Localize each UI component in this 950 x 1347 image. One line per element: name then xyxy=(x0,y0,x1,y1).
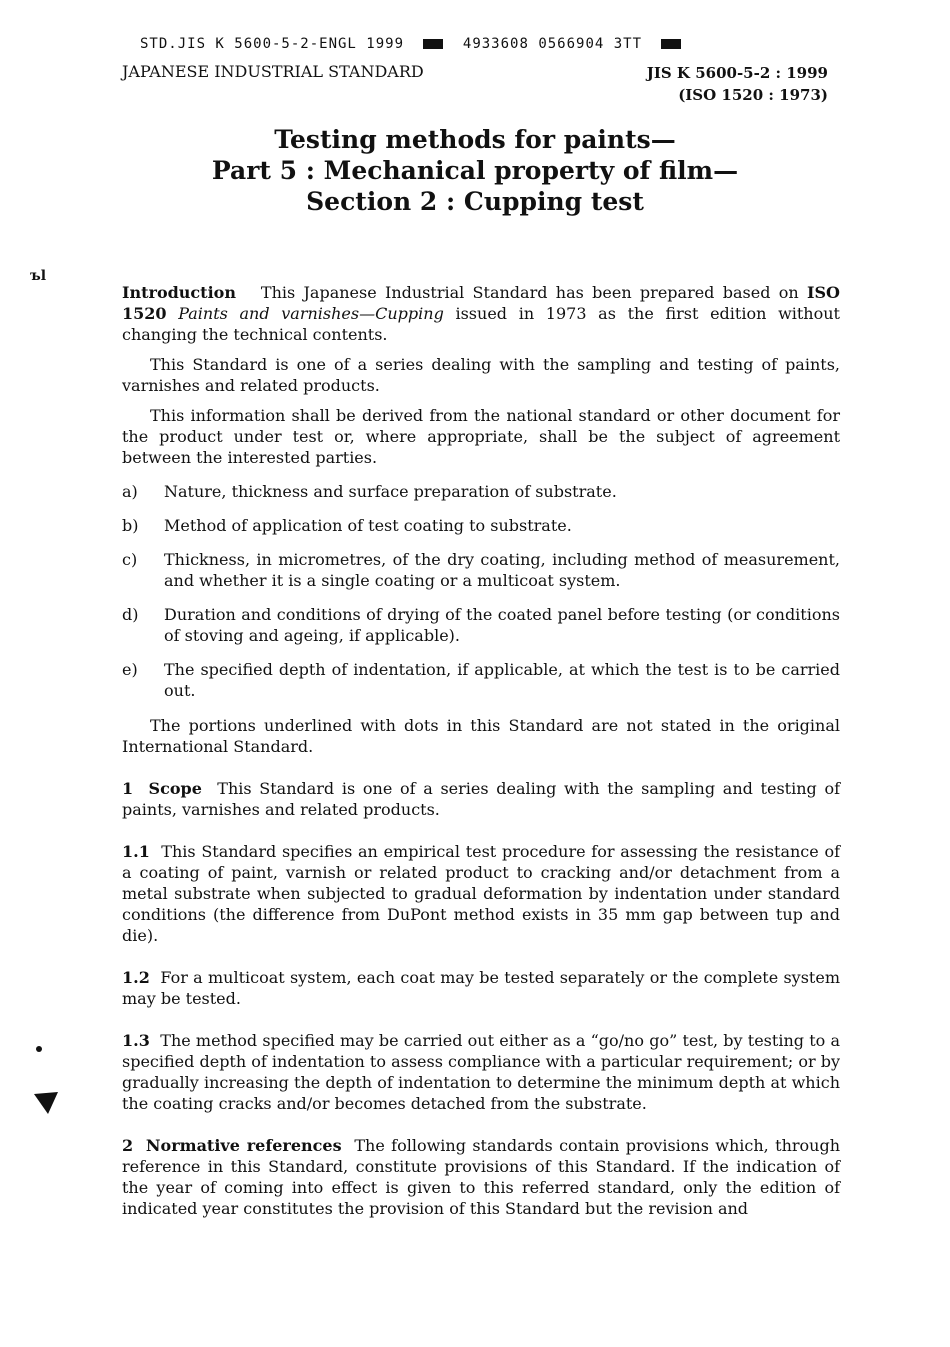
list-item-text: The specified depth of indentation, if applicable, at which the test is to be carried out. xyxy=(164,660,840,700)
standard-org: JAPANESE INDUSTRIAL STANDARD xyxy=(122,62,424,81)
margin-arrow-icon xyxy=(32,1090,60,1116)
list-item xyxy=(122,549,840,591)
intro-paragraph-2: This Standard is one of a series dealing with the sampling and testing of paints, varnishes and related products. xyxy=(122,355,840,395)
margin-mark: ъl xyxy=(30,268,47,284)
list-item-label: a) xyxy=(122,482,138,501)
list-item-label: e) xyxy=(122,660,138,679)
scope-paragraph xyxy=(122,778,840,820)
list-item xyxy=(122,659,840,701)
clause-text: The method specified may be carried out either as a “go/no go” test, by testing to a specified depth of indentation to assess compliance with a particular requirement; or by gradually increasing the depth of indentation to determine the minimum depth at which the coating cracks and/or becomes detached from the substrate. xyxy=(122,1031,841,1113)
standard-number: JIS K 5600-5-2 : 1999 xyxy=(646,64,828,82)
list-item-label: d) xyxy=(122,605,139,624)
scan-block-mark xyxy=(661,39,681,49)
clause-text: This Standard specifies an empirical test procedure for assessing the resistance of a coating of paint, varnish or related product to cracking and/or detachment from a metal substrate when subjected to gradual deformation by indentation under standard conditions (the difference from DuPont method exists in 35 mm gap between tup and die). xyxy=(122,842,841,945)
list-item-text: Nature, thickness and surface preparation of substrate. xyxy=(164,482,617,501)
iso-title: Paints and varnishes—Cupping xyxy=(178,304,444,323)
clause-1-1 xyxy=(122,841,840,946)
scope-heading: Scope xyxy=(148,779,202,798)
intro-heading: Introduction xyxy=(122,283,236,302)
list-item-text: Method of application of test coating to substrate. xyxy=(164,516,572,535)
list-item-text: Thickness, in micrometres, of the dry coating, including method of measurement, and whether it is a single coating or a multicoat system. xyxy=(164,550,840,590)
list-item xyxy=(122,604,840,646)
title-line-2: Part 5 : Mechanical property of film— xyxy=(211,156,739,185)
document-body xyxy=(122,282,840,1219)
list-item xyxy=(122,515,840,536)
list-item-text: Duration and conditions of drying of the coated panel before testing (or conditions of stoving and ageing, if applicable). xyxy=(164,605,840,645)
intro-paragraph-4: The portions underlined with dots in this Standard are not stated in the original International Standard. xyxy=(122,716,840,756)
clause-number: 1.2 xyxy=(122,968,150,987)
scan-std-code: STD.JIS K 5600-5-2-ENGL 1999 xyxy=(140,36,405,52)
title-line-1: Testing methods for paints— xyxy=(274,125,676,154)
refs-number: 2 xyxy=(122,1136,134,1155)
clause-1-3 xyxy=(122,1030,840,1114)
scan-header-line xyxy=(140,36,691,52)
standard-number-block xyxy=(647,62,828,106)
list-item-label: c) xyxy=(122,550,138,569)
intro-paragraph-1 xyxy=(122,282,840,345)
iso-number: (ISO 1520 : 1973) xyxy=(678,86,828,104)
intro-paragraph-3: This information shall be derived from the national standard or other document for the product under test or, where appropriate, shall be the subject of agreement between the interested parties. xyxy=(122,406,840,467)
refs-text: The following standards contain provisions which, through reference in this Standard, constitute provisions of this Standard. If the indication of the year of coming into effect is given to this referred standard, only the edition of indicated year constitutes the provision of this Standard but the revision and xyxy=(122,1136,841,1218)
clause-number: 1.3 xyxy=(122,1031,150,1050)
scan-barcode-number: 4933608 0566904 3TT xyxy=(462,36,643,52)
clause-1-2 xyxy=(122,967,840,1009)
title-line-3: Section 2 : Cupping test xyxy=(306,187,644,216)
refs-heading: Normative references xyxy=(145,1136,342,1155)
clause-number: 1.1 xyxy=(122,842,150,861)
iso-reference: ISO 1520 xyxy=(122,283,840,323)
list-item xyxy=(122,481,840,502)
list-item-label: b) xyxy=(122,516,139,535)
scope-number: 1 xyxy=(122,779,134,798)
clause-text: For a multicoat system, each coat may be tested separately or the complete system may be tested. xyxy=(122,968,841,1008)
intro-text-b: issued in 1973 as the first edition without changing the technical contents. xyxy=(122,304,840,344)
margin-dot xyxy=(36,1046,42,1052)
document-title xyxy=(0,124,950,217)
scope-text: This Standard is one of a series dealing with the sampling and testing of paints, varnishes and related products. xyxy=(122,779,841,819)
scan-block-mark xyxy=(423,39,443,49)
normative-references-paragraph xyxy=(122,1135,840,1219)
intro-text-a: This Japanese Industrial Standard has been prepared based on xyxy=(260,283,808,302)
